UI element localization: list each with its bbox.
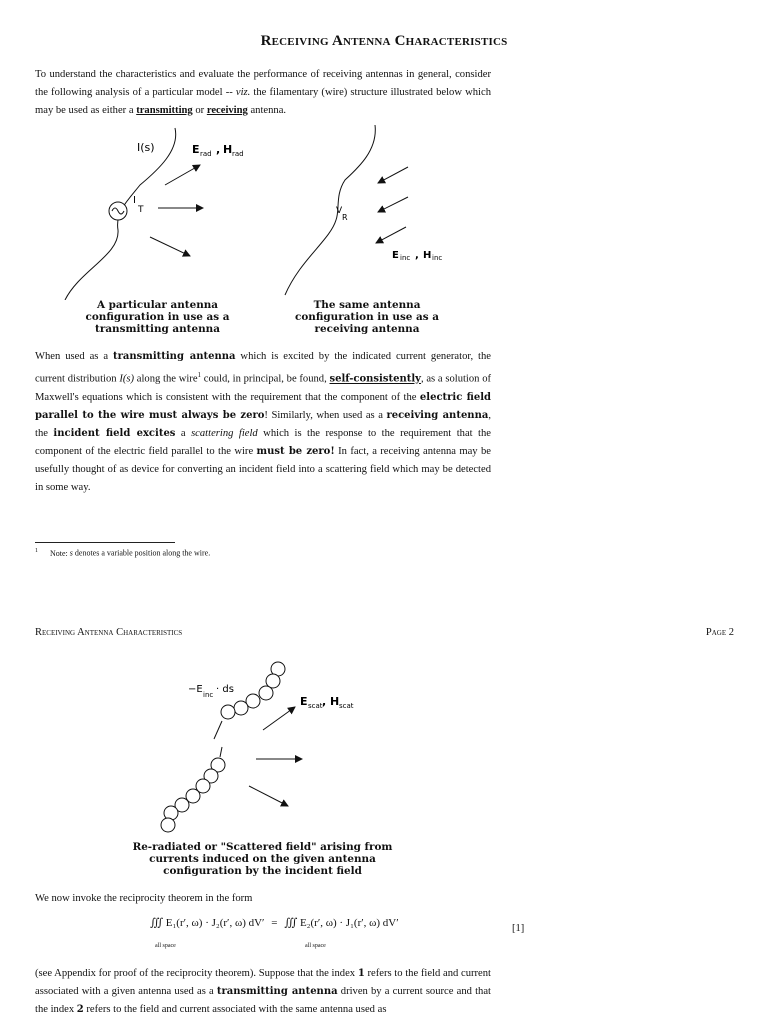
intro-or: or (192, 105, 207, 116)
footnote-text-pre: Note: (50, 548, 70, 558)
p2-self-consistently: self-consistently (329, 373, 421, 385)
erad-subscript: rad (200, 150, 212, 158)
footnote-text-post: denotes a variable position along the wire. (72, 548, 211, 558)
hscat-label: H (330, 695, 340, 708)
escat-subscript: scat (308, 702, 323, 710)
einc-ds-label: −E (188, 684, 203, 695)
main-paragraph (35, 348, 491, 497)
p4-text-3: driven by a current source and that the index (35, 986, 491, 1015)
p2-current-symbol: I(s) (119, 373, 135, 385)
wire-stub-lower (220, 747, 222, 757)
p2-bold-field-zero: electric field parallel to the wire must always be zero (35, 391, 492, 421)
footnote-rule (35, 542, 175, 543)
p2-bold-incident: incident field excites (53, 427, 176, 439)
scatter-arrow-up (263, 707, 295, 730)
intro-text-3: antenna. (247, 105, 287, 116)
radiated-arrow-up (165, 165, 200, 185)
vr-label: V (336, 206, 343, 216)
antenna-figure-1 (40, 120, 480, 300)
p4-text-2: refers to the field and current associated with a given antenna used as a (35, 968, 492, 997)
hinc-label: H (423, 250, 432, 261)
caption-transmitting: A particular antenna configuration in use as a transmitting antenna (85, 299, 230, 335)
p2-bold-transmitting: transmitting antenna (113, 351, 236, 362)
integral-domain-left: all space (155, 943, 176, 949)
integral-domain-right: all space (305, 943, 326, 949)
it-label: I (133, 195, 136, 206)
scattered-field-figure (150, 655, 400, 835)
escat-label: E (300, 695, 308, 708)
p2-text-5: , as a solution of Maxwell's equations which is consistent with the requirement that the component of the (35, 373, 492, 403)
einc-ds-dot: · ds (216, 684, 234, 695)
p2-text-4: could, in principal, be found, (201, 373, 330, 385)
radiated-arrow-down (150, 237, 190, 256)
p2-text-1: When used as a (35, 351, 113, 362)
hrad-label: H (223, 143, 233, 156)
hrad-subscript: rad (232, 150, 244, 158)
hscat-subscript: scat (339, 702, 354, 710)
equation-lhs: ∭ E₁(r′, ω) · J₂(r′, ω) dV′ (150, 917, 265, 929)
p2-text-3: along the wire (134, 373, 198, 385)
page-title: Receiving Antenna Characteristics (260, 33, 508, 49)
current-label: I(s) (137, 141, 155, 154)
einc-label: E (392, 250, 399, 261)
lower-source-chain (161, 758, 225, 832)
footnote-s: s (69, 548, 73, 558)
incident-arrow-3 (376, 227, 406, 243)
reciprocity-paragraph (35, 965, 491, 1019)
p4-bold-transmitting: transmitting antenna (216, 986, 338, 997)
equation-number: [1] (512, 923, 525, 934)
p2-text-6: ! Similarly, when used as a (264, 409, 387, 421)
p2-text-2: which is excited by the indicated current generator, the current distribution (35, 351, 491, 385)
p4-text-4: refers to the field and current associated with the same antenna used as (83, 1004, 387, 1015)
equation-rhs: ∭ E₂(r′, ω) · J₁(r′, ω) dV′ (284, 917, 399, 929)
escat-comma: , (322, 695, 327, 708)
p4-index-2: 2 (76, 1004, 84, 1015)
einc-comma: , (415, 250, 419, 261)
p2-text-9: which is the response to the requirement that the component of the electric field parallel to the wire (35, 427, 491, 457)
footnote-mark: 1 (35, 548, 38, 554)
it-subscript: T (138, 205, 144, 215)
receiving-term: receiving (206, 105, 248, 116)
p4-text-1: (see Appendix for proof of the reciprocity theorem). Suppose that the index (35, 968, 358, 979)
running-head: Receiving Antenna Characteristics (35, 627, 183, 638)
intro-text-2: the filamentary (wire) structure illustrated below which may be used as either a (35, 87, 491, 116)
intro-paragraph (35, 66, 491, 120)
reciprocity-equation (150, 916, 399, 929)
p2-text-7: , the (35, 409, 491, 439)
erad-label: E (192, 143, 200, 156)
p2-scattering-field: scattering field (191, 427, 258, 439)
hinc-subscript: inc (432, 254, 443, 262)
scatter-arrow-down (249, 786, 288, 806)
vr-subscript: R (342, 213, 348, 222)
p2-text-8: a (175, 427, 192, 439)
footnote (35, 548, 210, 558)
incident-arrow-2 (378, 197, 408, 212)
intro-text-1: To understand the characteristics and evaluate the performance of receiving antennas in general, consider the following analysis of a particular model -- (35, 69, 491, 98)
p2-text-10: In fact, a receiving antenna may be usefully thought of as device for converting an incident field into a scattering field which may be detected in some way. (35, 445, 491, 493)
p4-index-1: 1 (357, 968, 365, 979)
receive-wire (285, 125, 375, 295)
incident-arrow-1 (378, 167, 408, 183)
einc-subscript: inc (400, 254, 411, 262)
reciprocity-intro: We now invoke the reciprocity theorem in the form (35, 893, 253, 904)
intro-viz: viz. (235, 87, 251, 98)
erad-comma: , (216, 143, 221, 156)
caption-scattered: Re-radiated or "Scattered field" arising from currents induced on the given antenna configuration by the incident field (132, 841, 393, 877)
p2-bold-receiving: receiving antenna (386, 409, 489, 421)
caption-receiving: The same antenna configuration in use as a receiving antenna (295, 299, 439, 335)
einc-ds-subscript: inc (203, 691, 214, 699)
wire-stub (214, 721, 222, 739)
p2-bold-must-be-zero: must be zero! (256, 445, 335, 457)
footnote-ref[interactable]: 1 (197, 371, 202, 379)
page-number: Page 2 (705, 627, 734, 638)
transmitting-term: transmitting (136, 105, 193, 116)
equation-equals: = (271, 917, 278, 929)
